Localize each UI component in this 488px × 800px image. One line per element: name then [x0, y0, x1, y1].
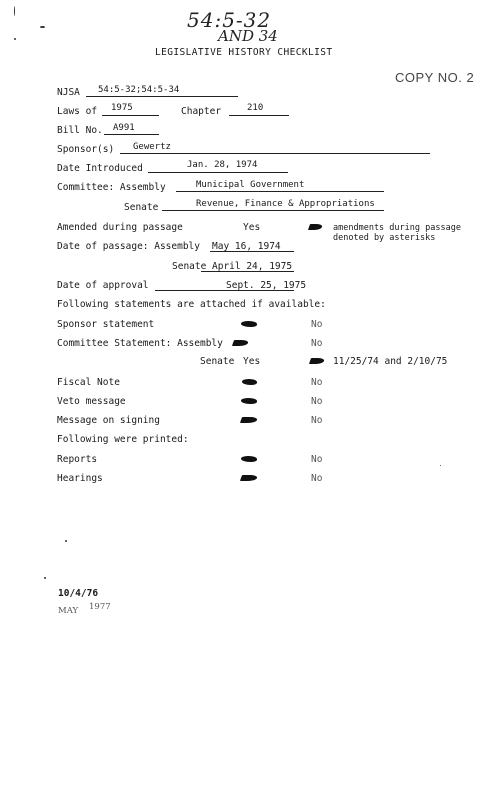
footer-year: 1977	[89, 602, 111, 612]
message-signing-no: No	[311, 415, 323, 426]
sponsor-label: Sponsor(s)	[57, 144, 115, 155]
laws-of-underline	[102, 115, 159, 116]
amended-label: Amended during passage	[57, 222, 183, 233]
njsa-value: 54:5-32;54:5-34	[98, 85, 180, 95]
redaction-mark	[308, 224, 323, 230]
redaction-mark	[241, 456, 257, 462]
committee-senate-label: Senate	[124, 202, 159, 213]
committee-statement-senate-label: Senate	[200, 356, 235, 367]
approval-label: Date of approval	[57, 280, 149, 291]
scan-speck	[65, 540, 67, 542]
passage-senate-underline	[201, 271, 294, 272]
redaction-mark	[309, 358, 325, 364]
statements-heading: Following statements are attached if available:	[57, 299, 326, 310]
committee-statement-assembly-no: No	[311, 338, 323, 349]
passage-senate-value: April 24, 1975	[212, 261, 293, 272]
redaction-mark	[240, 475, 258, 481]
chapter-label: Chapter	[181, 106, 222, 117]
veto-message-label: Veto message	[57, 396, 126, 407]
redaction-mark	[240, 417, 258, 423]
chapter-underline	[229, 115, 289, 116]
sponsor-underline	[120, 153, 430, 154]
handwritten-and: AND 34	[218, 27, 278, 45]
committee-statement-assembly-label: Committee Statement: Assembly	[57, 338, 223, 349]
reports-label: Reports	[57, 454, 98, 465]
redaction-mark	[242, 379, 257, 385]
njsa-label: NJSA	[57, 87, 80, 98]
reports-no: No	[311, 454, 323, 465]
redaction-mark	[241, 321, 257, 327]
bill-no-value: A991	[113, 123, 135, 133]
laws-of-value: 1975	[111, 103, 133, 113]
footer-date: 10/4/76	[58, 588, 99, 599]
passage-senate-label: Senate	[172, 261, 207, 272]
scan-speck	[14, 38, 16, 40]
amended-yes: Yes	[243, 222, 261, 233]
committee-assembly-value: Municipal Government	[196, 180, 305, 190]
committee-senate-underline	[162, 210, 384, 211]
redaction-mark	[232, 340, 249, 346]
scan-speck	[440, 465, 441, 466]
approval-value: Sept. 25, 1975	[226, 280, 307, 291]
njsa-underline	[86, 96, 238, 97]
message-signing-label: Message on signing	[57, 415, 160, 426]
approval-underline	[155, 290, 294, 291]
date-introduced-label: Date Introduced	[57, 163, 143, 174]
date-introduced-underline	[148, 172, 288, 173]
sponsor-value: Gewertz	[133, 142, 171, 152]
committee-assembly-label: Committee: Assembly	[57, 182, 166, 193]
hearings-label: Hearings	[57, 473, 103, 484]
committee-statement-senate-yes: Yes	[243, 356, 261, 367]
chapter-value: 210	[247, 103, 264, 113]
veto-message-no: No	[311, 396, 323, 407]
laws-of-label: Laws of	[57, 106, 98, 117]
handwritten-statute: 54:5-32	[187, 8, 272, 32]
sponsor-statement-no: No	[311, 319, 323, 330]
copy-stamp: COPY NO. 2	[395, 70, 475, 85]
redaction-mark	[241, 398, 257, 404]
passage-assembly-label: Date of passage: Assembly	[57, 241, 200, 252]
scan-speck	[40, 26, 45, 28]
date-introduced-value: Jan. 28, 1974	[187, 160, 258, 170]
committee-statement-senate-note: 11/25/74 and 2/10/75	[333, 356, 448, 367]
amended-note-1: amendments during passage	[333, 223, 461, 233]
fiscal-note-label: Fiscal Note	[57, 377, 120, 388]
fiscal-note-no: No	[311, 377, 323, 388]
committee-assembly-underline	[176, 191, 384, 192]
passage-assembly-underline	[210, 251, 294, 252]
scan-speck	[14, 6, 15, 16]
hearings-no: No	[311, 473, 323, 484]
footer-month: MAY	[58, 606, 79, 616]
committee-senate-value: Revenue, Finance & Appropriations	[196, 199, 375, 209]
bill-no-label: Bill No.	[57, 125, 103, 136]
amended-note-2: denoted by asterisks	[333, 233, 436, 243]
bill-no-underline	[104, 134, 159, 135]
scan-speck	[44, 577, 46, 579]
printed-heading: Following were printed:	[57, 434, 189, 445]
page-title: LEGISLATIVE HISTORY CHECKLIST	[155, 47, 333, 58]
passage-assembly-value: May 16, 1974	[212, 241, 281, 252]
sponsor-statement-label: Sponsor statement	[57, 319, 155, 330]
